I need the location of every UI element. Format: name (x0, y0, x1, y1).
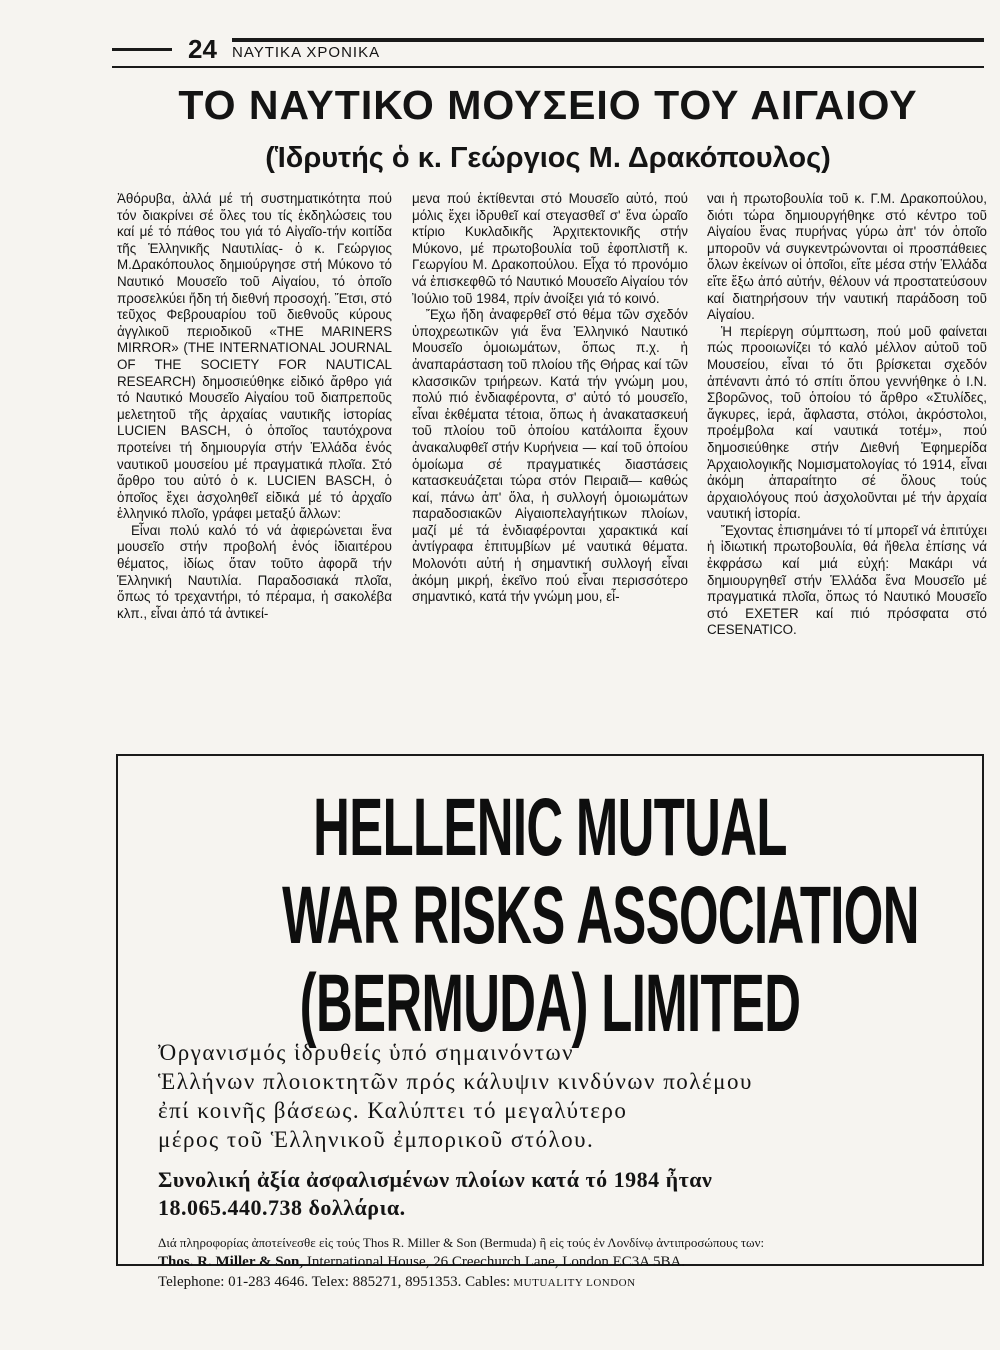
publication-name: ΝΑΥΤΙΚΑ ΧΡΟΝΙΚΑ (232, 44, 381, 61)
paragraph: ναι ἡ πρωτοβουλία τοῦ κ. Γ.Μ. Δρακοπούλου, διότι τώρα δημιουργήθηκε στό κέντρο τοῦ Αἰγαίου ἕνας πυρήνας γύρω ἀπ' τόν ὁποῖο μποροῦν νά συγκεντρώνονται οἱ προσπάθειες ὅλων ἐκείνων οἱ ὁποῖοι, εἴτε μέσα στήν Ἑλλάδα εἴτε ἔξω ἀπό αὐτήν, θέλουν νά προστατεύσουν καί διατηρήσουν τήν ναυτική παράδοση τοῦ Αἰγαίου. (707, 191, 987, 323)
ad-contact-info (158, 1234, 958, 1293)
ad-company-line (158, 1252, 958, 1272)
article-column-1 (117, 191, 392, 756)
ad-headline-line: HELLENIC MUTUAL (313, 782, 787, 873)
paragraph: Ἔχω ἤδη ἀναφερθεῖ στό θέμα τῶν σχεδόν ὑποχρεωτικῶν γιά ἕνα Ἑλληνικό Ναυτικό Μουσεῖο ὁμοιωμάτων, ὅπως π.χ. ἡ ἀναπαράσταση τοῦ πλοίου τῆς Θήρας καί τῶν κλασσικῶν τριήρεων. Κατά τήν γνώμη μου, πολύ πιό ἐνδιαφέροντα, σ' αὐτό τό μουσεῖο, εἶναι ἐκθέματα τέτοια, ὅπως ἡ ἀνακατασκευή τοῦ πλοίου τοῦ ὁποίου κατάλοιπα ἔχουν ἀνακαλυφθεῖ στήν Κυρήνεια — καί τοῦ ὁποίου ὁμοίωμα σέ πραγματικές διαστάσεις κατασκευάζεται τώρα στόν Πειραιᾶ— καθώς καί, πάνω ἀπ' ὅλα, ἡ συλλογή ὁμοιωμάτων παραδοσιακῶν Αἰγαιοπελαγήτικων πλοίων, μαζί μέ τά ἐνδιαφέρονται χαρακτικά καί ἀντίγραφα ἐπιτυμβίων μέ ναυτικά θέματα. Μολονότι αὐτή ἡ σημαντική συλλογή εἶναι ἀκόμη μικρή, ἐκεῖνο πού εἶναι περισσότερο σημαντικό, κατά τήν γνώμη μου, εἶ- (412, 307, 688, 605)
ad-info-line: Διά πληροφορίας ἀποτείνεσθε εἰς τούς Thos R. Miller & Son (Bermuda) ἢ εἰς τούς ἐν Λονδίνῳ ἀντιπροσώπους των: (158, 1235, 765, 1250)
article-title: ΤΟ ΝΑΥΤΙΚΟ ΜΟΥΣΕΙΟ ΤΟΥ ΑΙΓΑΙΟΥ (178, 82, 918, 128)
ad-description-line: Ὀργανισμός ἱδρυθείς ὑπό σημαινόντων (158, 1040, 574, 1065)
ad-description (158, 1038, 958, 1154)
header-rule-right (232, 38, 984, 42)
ad-cables: MUTUALITY LONDON (510, 1277, 636, 1289)
article-column-2 (412, 191, 688, 756)
ad-company-name: Thos. R. Miller & Son, (158, 1254, 304, 1270)
paragraph: Ἡ περίεργη σύμπτωση, πού μοῦ φαίνεται πώς προοιωνίζει τό καλό μέλλον αὐτοῦ τοῦ Μουσείου, εἶναι τό ὅτι βρίσκεται σχεδόν ἀπέναντι ἀπό τό σπίτι ὅπου γεννήθηκε ὁ Ι.Ν. Σβορῶνος, τοῦ ὁποίου τό ἄρθρο «Στυλίδες, ἄγκυρες, ἱερά, ἄφλαστα, στόλοι, ἀκρόστολοι, προέμβολα καί ναυτικά τοτέμ», πού δημοσιεύθηκε στήν Διεθνή Ἐφημερίδα Ἀρχαιολογικῆς Νομισματολογίας τό 1914, εἶναι ἀκόμη ἀπαραίτητο σέ ὅλους τούς ἀρχαιολόγους πού ἀσχολοῦνται μέ τήν ἀρχαία ναυτική ἱστορία. (707, 323, 987, 522)
ad-body (158, 1038, 958, 1293)
header-rule-under (112, 66, 984, 68)
article-column-3 (707, 191, 987, 756)
ad-description-line: ἐπί κοινῆς βάσεως. Καλύπτει τό μεγαλύτερο (158, 1098, 628, 1123)
ad-total-line: Συνολική ἀξία ἀσφαλισμένων πλοίων κατά τό 1984 ἦταν (158, 1167, 713, 1192)
ad-headline-line: WAR RISKS ASSOCIATION (282, 870, 919, 961)
paragraph: Ἀθόρυβα, ἀλλά μέ τή συστηματικότητα πού τόν διακρίνει σέ ὅλες του τίς ἐκδηλώσεις του καί μέ τό πάθος του γιά τό Αἰγαῖο-τήν κοιτίδα τῆς Ἑλληνικῆς Ναυτιλίας- ὁ κ. Γεώργιος Μ.Δρακόπουλος δημιούργησε στή Μύκονο τό Ναυτικό Μουσεῖο τοῦ Αἰγαίου, τό ὁποῖο προσελκύει ἤδη τή διεθνή προσοχή. Ἔτσι, στό τεῦχος Φεβρουαρίου τοῦ διεθνοῦς κύρους ἀγγλικοῦ περιοδικοῦ «THE MARINERS MIRROR» (THE INTERNATIONAL JOURNAL OF THE SOCIETY FOR NAUTICAL RESEARCH) δημοσιεύθηκε εἰδικό ἄρθρο γιά τό Ναυτικό Μουσεῖο Αἰγαίου τοῦ διαπρεποῦς μελετητοῦ τῆς ἀρχαίας ναυτικῆς ἱστορίας LUCIEN BASCH, ὁ ὁποῖος ταυτόχρονα προτείνει τή δημιουργία στήν Ἑλλάδα ἑνός ναυτικοῦ μουσείου μέ πραγματικά πλοῖα. Στό ἄρθρο του αὐτό ὁ κ. LUCIEN BASCH, ὁ ὁποῖος ἔχει ἀσχοληθεῖ εἰδικά μέ τό ἀρχαῖο ἑλληνικό πλοῖο, γράφει μεταξύ ἄλλων: (117, 191, 392, 522)
ad-description-line: Ἑλλήνων πλοιοκτητῶν πρός κάλυψιν κινδύνων πολέμου (158, 1069, 753, 1094)
ad-company-address: International House, 26 Creechurch Lane, London EC3A 5BA. (303, 1254, 686, 1270)
header-rule-left (112, 48, 172, 51)
paragraph: μενα πού ἐκτίθενται στό Μουσεῖο αὐτό, πού μόλις ἔχει ἱδρυθεῖ καί στεγασθεῖ σ' ἕνα ὡραῖο κτίριο Κυκλαδικῆς Ἀρχιτεκτονικῆς στήν Μύκονο, μέ πρωτοβουλία τοῦ ἐφοπλιστῆ κ. Γεωργίου Μ. Δρακοπούλου. Εἶχα τό προνόμιο νά ἐπισκεφθῶ τό Ναυτικό Μουσεῖο Αἰγαίου τόν Ἰούλιο τοῦ 1984, πρίν ἀνοίξει γιά τό κοινό. (412, 191, 688, 306)
ad-phone-line (158, 1272, 958, 1293)
advertisement-box (116, 754, 984, 1290)
ad-total-line: 18.065.440.738 δολλάρια. (158, 1195, 406, 1220)
ad-phone-telex: Telephone: 01-283 4646. Telex: 885271, 8951353. Cables: (158, 1274, 511, 1290)
ad-description-line: μέρος τοῦ Ἑλληνικοῦ ἐμπορικοῦ στόλου. (158, 1127, 595, 1152)
ad-headline-line: (BERMUDA) LIMITED (299, 958, 801, 1049)
paragraph: Εἶναι πολύ καλό τό νά ἀφιερώνεται ἕνα μουσεῖο στήν προβολή ἑνός ἰδιαιτέρου θέματος, ἰδίως ὅταν τοῦτο ἀφορᾶ τήν Ἑλληνική Ναυτιλία. Παραδοσιακά πλοῖα, ὅπως τό τρεχαντήρι, τό πέραμα, ἡ σακολέβα κλπ., εἶναι ἀπό τά ἀντικεί- (117, 522, 392, 621)
page-number: 24 (188, 34, 217, 64)
article-subtitle: (Ἱδρυτής ὁ κ. Γεώργιος Μ. Δρακόπουλος) (265, 142, 831, 174)
paragraph: Ἔχοντας ἐπισημάνει τό τί μπορεῖ νά ἐπιτύχει ἡ ἰδιωτική πρωτοβουλία, θά ἤθελα ἐπίσης νά ἐκφράσω καί μιά εὐχή: Μακάρι νά δημιουργηθεῖ στήν Ἑλλάδα ἕνα Μουσεῖο μέ πραγματικά πλοῖα, ὅπως τό Ναυτικό Μουσεῖο στό EXETER καί πιό πρόσφατα στό CESENATICO. (707, 522, 987, 638)
ad-headline (118, 784, 982, 1048)
ad-total-value (158, 1166, 958, 1222)
